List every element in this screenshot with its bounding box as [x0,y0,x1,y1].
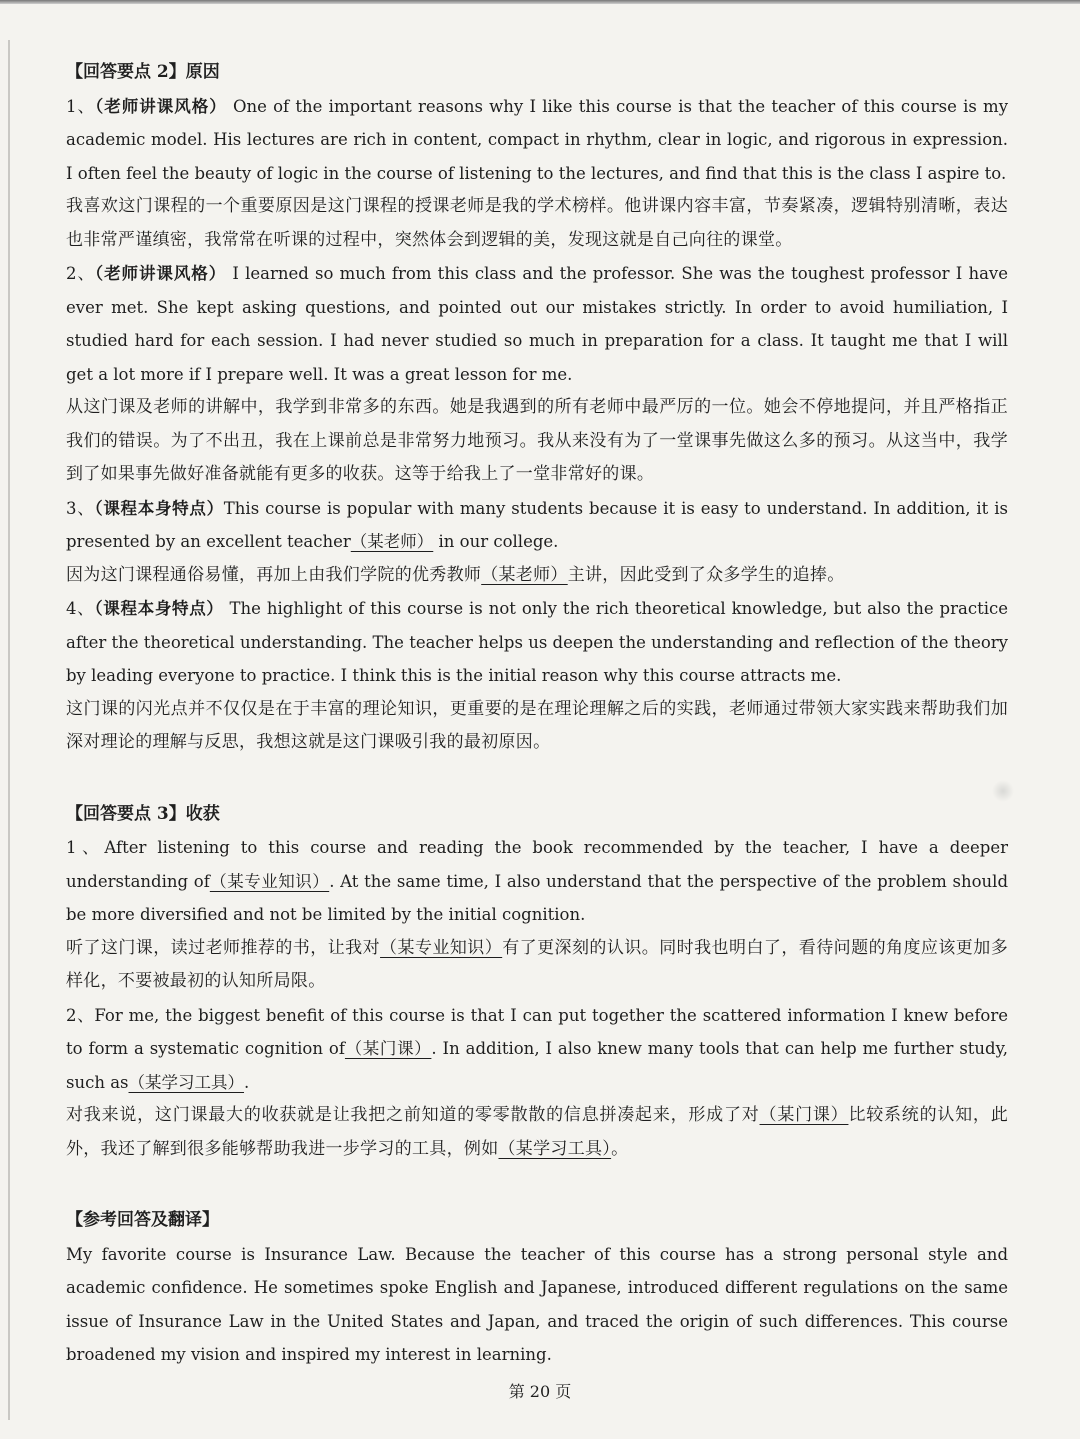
reference-answer: My favorite course is Insurance Law. Because the teacher of this course has a strong personal style and academic confidence. He sometimes spoke English and Japanese, introduced different regulations on the same issue of Insurance Law in the United States and Japan, and traced the origin of such differences. This course broadened my vision and inspired my interest in learning. [66,1244,1008,1364]
document-body [66,56,1008,1372]
item-text: For me, the biggest benefit of this course is that I can put together the scattered information I knew before to form a systematic cognition of [66,1005,1009,1058]
reason-1-english [66,90,1008,191]
placeholder-blank: （某老师） [481,564,568,585]
item-number: 1、 [66,838,105,857]
item-number: 3、 [66,498,95,518]
item-text: 比较系统的认知，此外，我还了解到很多能够帮助我进一步学习的工具，例如 [66,1105,1009,1159]
placeholder-blank: （某学习工具） [128,1072,245,1092]
item-number: 1、 [66,96,95,116]
item-text: . [244,1072,250,1092]
item-text: 对我来说，这门课最大的收获就是让我把之前知道的零零散散的信息拼凑起来，形成了对 [66,1105,760,1125]
item-text: 听了这门课，读过老师推荐的书，让我对 [66,937,381,958]
item-tag: （课程本身特点） [94,498,224,518]
gain-1-chinese [66,932,1008,999]
item-text: . In addition, I also knew many tools that can help me further study, such as [66,1039,1008,1092]
item-text: I learned so much from this class and the professor. She was the toughest professor I have ever met. She kept asking questions, and pointed out our mistakes strictly. In order to avoid humiliation, I studied hard for each session. I had never studied so much in preparation for a class. It taught me that I will get a lot more if I prepare well. It was a great lesson for me. [66,264,1009,384]
reason-4-english [66,592,1008,693]
item-number: 2、 [66,264,95,283]
gain-1-english [66,831,1008,932]
reason-3-chinese [66,559,1008,593]
reason-2-chinese: 从这门课及老师的讲解中，我学到非常多的东西。她是我遇到的所有老师中最严厉的一位。她会不停地提问，并且严格指正我们的错误。为了不出丑，我在上课前总是非常努力地预习。我从来没有为了一堂课事先做这么多的预习。从这当中，我学到了如果事先做好准备就能有更多的收获。这等于给我上了一堂非常好的课。 [66,397,1008,484]
item-text: in our college. [433,532,559,551]
item-text: 有了更深刻的认识。同时我也明白了，看待问题的角度应该更加多样化，不要被最初的认知所局限。 [66,937,1008,991]
reason-2-english [66,257,1008,391]
page-left-edge [8,40,10,1420]
item-text: 主讲，因此受到了众多学生的追捧。 [567,564,845,585]
item-text: This course is popular with many students because it is easy to understand. In addition, it is presented by an excellent teacher [66,498,1008,551]
placeholder-blank: （某门课） [344,1039,432,1058]
section-heading-reference: 【参考回答及翻译】 [66,1210,219,1230]
placeholder-blank: （某专业知识） [380,937,503,958]
item-text: The highlight of this course is not only the rich theoretical knowledge, but also the practice after the theoretical understanding. The teacher helps us deepen the understanding and reflection of the theory by leading everyone to practice. I think this is the initial reason why this course attracts me. [66,599,1008,685]
reason-4-chinese: 这门课的闪光点并不仅仅是在于丰富的理论知识，更重要的是在理论理解之后的实践，老师通过带领大家实践来帮助我们加深对理论的理解与反思，我想这就是这门课吸引我的最初原因。 [66,698,1008,752]
item-text: One of the important reasons why I like this course is that the teacher of this course is my academic model. His lectures are rich in content, compact in rhythm, clear in logic, and rigorous in expression. I often feel the beauty of logic in the course of listening to the lectures, and find that this is the class I aspire to. [66,96,1009,183]
item-text: 。 [611,1138,629,1159]
page-number: 第 20 页 [508,1382,572,1401]
placeholder-blank: （某老师） [350,532,434,551]
item-tag: （老师讲课风格） [95,96,227,116]
reason-1-chinese: 我喜欢这门课程的一个重要原因是这门课程的授课老师是我的学术榜样。他讲课内容丰富，节奏紧凑，逻辑特别清晰，表达也非常严谨缜密，我常常在听课的过程中，突然体会到逻辑的美，发现这就是自己向往的课堂。 [66,196,1008,250]
item-number: 2、 [66,1005,95,1025]
item-tag: （课程本身特点） [94,599,224,618]
gain-2-chinese [66,1099,1008,1166]
item-text: 因为这门课程通俗易懂，再加上由我们学院的优秀教师 [66,564,482,585]
item-text: . At the same time, I also understand that the perspective of the problem should be more diversified and not be limited by the initial cognition. [66,871,1009,924]
item-text: After listening to this course and reading the book recommended by the teacher, I have a deeper understanding of [66,838,1008,891]
section-heading-reasons: 【回答要点 2】原因 [66,62,220,82]
item-number: 4、 [66,599,95,618]
section-gap [66,760,1008,798]
section-heading-gains: 【回答要点 3】收获 [66,803,220,824]
gain-2-english [66,999,1008,1100]
placeholder-blank: （某学习工具） [498,1138,612,1159]
reason-3-english [66,492,1008,559]
section-gap [66,1166,1008,1204]
page-top-edge [0,0,1080,4]
placeholder-blank: （某门课） [759,1105,849,1125]
item-tag: （老师讲课风格） [94,264,227,283]
placeholder-blank: （某专业知识） [209,871,330,891]
